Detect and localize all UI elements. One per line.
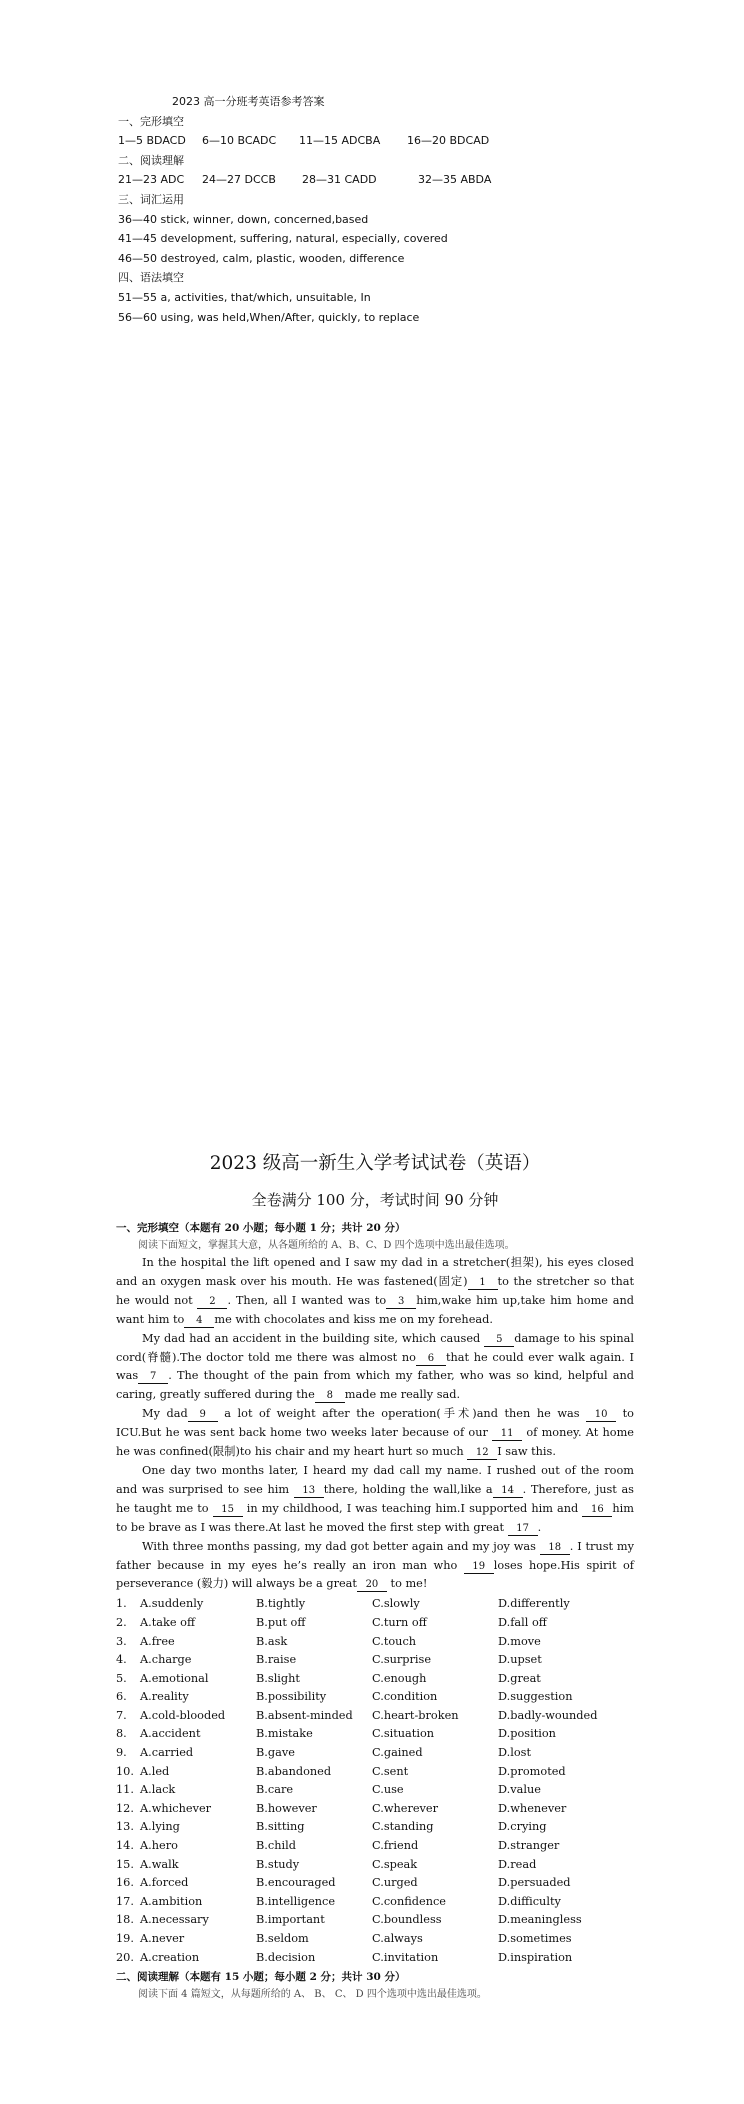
- blank-number: 2: [197, 1295, 227, 1309]
- blank-number: 14: [493, 1484, 523, 1498]
- option-choice: A.carried: [140, 1746, 194, 1760]
- answer-item: 36—40 stick, winner, down, concerned,based: [118, 212, 369, 226]
- option-choice: B.important: [256, 1913, 325, 1927]
- passage-text: to ICU.But he was sent back home two weeks later because of our: [116, 1407, 634, 1440]
- option-choice: A.never: [140, 1932, 185, 1945]
- option-choice: A.hero: [140, 1839, 178, 1853]
- question-number: 17.: [116, 1894, 134, 1908]
- option-choice: B.ask: [256, 1634, 288, 1648]
- options-list: [116, 1595, 634, 1967]
- blank-number: 4: [184, 1314, 214, 1328]
- question-number: 3.: [116, 1634, 127, 1648]
- passage-text: My dad: [142, 1407, 188, 1421]
- option-choice: A.led: [140, 1764, 170, 1778]
- option-row: [116, 1930, 634, 1949]
- option-row: [116, 1670, 634, 1689]
- blank-number: 7: [138, 1370, 168, 1384]
- option-choice: B.study: [256, 1857, 300, 1871]
- blank-number: 6: [416, 1352, 446, 1366]
- option-choice: B.intelligence: [256, 1894, 336, 1908]
- answer-item: 51—55 a, activities, that/which, unsuitable, In: [118, 290, 371, 304]
- answer-item: 56—60 using, was held,When/After, quickly, to replace: [118, 310, 420, 324]
- option-row: [116, 1595, 634, 1614]
- option-choice: C.turn off: [372, 1615, 427, 1629]
- option-choice: B.raise: [256, 1653, 297, 1667]
- blank-number: 16: [582, 1503, 612, 1517]
- section1-heading: 一、完形填空（本题有 20 小题；每小题 1 分；共计 20 分）: [116, 1222, 406, 1234]
- answer-item: 11—15 ADCBA: [299, 134, 381, 148]
- option-choice: A.whichever: [140, 1801, 212, 1815]
- option-row: [116, 1651, 634, 1670]
- option-row: [116, 1725, 634, 1744]
- option-choice: B.put off: [256, 1615, 306, 1629]
- answer-line: [118, 229, 678, 249]
- passage-text: in my childhood, I was teaching him.I supported him and: [242, 1501, 583, 1515]
- option-choice: B.tightly: [256, 1597, 306, 1611]
- option-choice: C.situation: [372, 1727, 435, 1741]
- answer-line: [118, 249, 678, 269]
- option-choice: D.whenever: [498, 1801, 567, 1815]
- passage-text: that he could ever walk again. I was: [116, 1350, 634, 1383]
- blank-number: 19: [464, 1560, 494, 1574]
- option-row: [116, 1874, 634, 1893]
- option-choice: D.value: [498, 1783, 541, 1797]
- option-choice: B.child: [256, 1839, 296, 1853]
- option-choice: B.seldom: [256, 1932, 309, 1945]
- option-choice: D.badly-wounded: [498, 1708, 598, 1722]
- passage-text: . Therefore, just as he taught me to: [116, 1482, 634, 1515]
- option-choice: B.abandoned: [256, 1764, 332, 1778]
- answer-section-heading: 三、词汇运用: [118, 192, 184, 206]
- passage-text: . Then, all I wanted was to: [227, 1293, 387, 1307]
- question-number: 16.: [116, 1876, 134, 1890]
- option-choice: C.touch: [372, 1634, 417, 1648]
- blank-number: 10: [586, 1408, 616, 1422]
- passage-text: . The thought of the pain from which my father, who was so kind, helpful and caring, greatly suffered during the: [116, 1369, 634, 1402]
- option-row: [116, 1856, 634, 1875]
- question-number: 12.: [116, 1801, 134, 1815]
- option-choice: A.walk: [140, 1857, 179, 1871]
- option-choice: D.position: [498, 1727, 556, 1741]
- blank-number: 11: [492, 1427, 522, 1441]
- option-choice: D.promoted: [498, 1764, 566, 1778]
- option-choice: B.mistake: [256, 1727, 313, 1741]
- blank-number: 1: [468, 1276, 498, 1290]
- option-choice: A.cold-blooded: [140, 1708, 226, 1722]
- option-choice: B.however: [256, 1801, 317, 1815]
- option-choice: A.necessary: [140, 1913, 209, 1927]
- option-row: [116, 1614, 634, 1633]
- option-choice: A.take off: [140, 1615, 195, 1629]
- exam-paper: [116, 1150, 634, 2003]
- passage-text: My dad had an accident in the building site, which caused: [142, 1331, 485, 1345]
- question-number: 8.: [116, 1727, 127, 1741]
- option-choice: A.lying: [140, 1820, 180, 1834]
- answer-section-heading: 二、阅读理解: [118, 153, 184, 167]
- answer-key-title: 2023 高一分班考英语参考答案: [172, 95, 325, 108]
- answer-item: 24—27 DCCB: [202, 173, 276, 187]
- option-choice: D.fall off: [498, 1615, 547, 1629]
- option-choice: A.forced: [140, 1876, 189, 1890]
- answer-section-heading: 一、完形填空: [118, 114, 184, 128]
- option-row: [116, 1949, 634, 1968]
- option-row: [116, 1837, 634, 1856]
- section2-note: 阅读下面 4 篇短文，从每题所给的 A、 B、 C、 D 四个选项中选出最佳选项。: [138, 1989, 487, 2001]
- option-choice: B.gave: [256, 1746, 295, 1760]
- answer-item: 1—5 BDACD: [118, 134, 186, 148]
- option-choice: B.possibility: [256, 1690, 327, 1704]
- option-choice: C.use: [372, 1783, 404, 1797]
- option-choice: D.persuaded: [498, 1876, 571, 1890]
- answer-item: 32—35 ABDA: [418, 173, 492, 187]
- option-choice: C.invitation: [372, 1950, 439, 1964]
- option-choice: D.difficulty: [498, 1894, 561, 1908]
- option-choice: C.gained: [372, 1746, 423, 1760]
- passage-text: One day two months later, I heard my dad call my name. I rushed out of the room and was surprised to see him: [116, 1463, 634, 1496]
- option-choice: C.friend: [372, 1839, 419, 1853]
- option-row: [116, 1763, 634, 1782]
- option-row: [116, 1633, 634, 1652]
- blank-number: 20: [357, 1578, 387, 1592]
- option-choice: C.speak: [372, 1857, 418, 1871]
- passage-text: to me!: [386, 1577, 428, 1591]
- question-number: 10.: [116, 1764, 134, 1778]
- passage-text: I saw this.: [497, 1445, 556, 1459]
- blank-number: 9: [188, 1408, 218, 1422]
- passage-text: me with chocolates and kiss me on my forehead.: [214, 1312, 493, 1326]
- passage-text: .: [537, 1520, 542, 1534]
- option-choice: B.decision: [256, 1950, 316, 1964]
- passage-text: there, holding the wall,like a: [323, 1482, 493, 1496]
- option-choice: B.care: [256, 1783, 294, 1797]
- option-choice: C.always: [372, 1932, 423, 1945]
- option-choice: A.ambition: [140, 1894, 203, 1908]
- answer-key: [118, 92, 678, 327]
- question-number: 20.: [116, 1950, 134, 1964]
- passage-paragraph: [116, 1538, 634, 1595]
- answer-item: 28—31 CADD: [302, 173, 377, 187]
- option-choice: A.creation: [140, 1950, 200, 1964]
- option-choice: D.move: [498, 1634, 541, 1648]
- passage-text: of money. At home he was confined(限制)to his chair and my heart hurt so much: [116, 1426, 634, 1459]
- option-row: [116, 1688, 634, 1707]
- option-choice: D.sometimes: [498, 1932, 572, 1945]
- question-number: 14.: [116, 1839, 134, 1853]
- option-row: [116, 1707, 634, 1726]
- question-number: 7.: [116, 1708, 127, 1722]
- blank-number: 5: [484, 1333, 514, 1347]
- answer-line: [118, 131, 678, 151]
- option-choice: A.emotional: [140, 1671, 209, 1685]
- option-choice: D.differently: [498, 1597, 570, 1611]
- question-number: 9.: [116, 1746, 127, 1760]
- blank-number: 8: [315, 1389, 345, 1403]
- answer-line: [118, 210, 678, 230]
- question-number: 1.: [116, 1597, 127, 1611]
- option-choice: A.charge: [140, 1653, 192, 1667]
- option-row: [116, 1800, 634, 1819]
- exam-title: 2023 级高一新生入学考试试卷（英语）: [209, 1153, 541, 1174]
- option-choice: B.absent-minded: [256, 1708, 353, 1722]
- option-choice: C.standing: [372, 1820, 434, 1834]
- section1-note: 阅读下面短文，掌握其大意，从各题所给的 A、B、C、D 四个选项中选出最佳选项。: [138, 1240, 515, 1251]
- option-row: [116, 1893, 634, 1912]
- option-choice: A.suddenly: [140, 1597, 204, 1611]
- option-choice: A.lack: [140, 1783, 176, 1797]
- question-number: 19.: [116, 1932, 134, 1945]
- option-choice: D.suggestion: [498, 1690, 573, 1704]
- question-number: 11.: [116, 1783, 134, 1797]
- option-choice: D.stranger: [498, 1839, 560, 1853]
- option-choice: B.sitting: [256, 1820, 305, 1834]
- passage-text: . I trust my father because in my eyes he’s really an iron man who: [116, 1539, 634, 1572]
- answer-line: [118, 288, 678, 308]
- blank-number: 12: [467, 1446, 497, 1460]
- option-choice: B.encouraged: [256, 1876, 336, 1890]
- passage-text: damage to his spinal cord(脊髓).The doctor told me there was almost no: [116, 1331, 634, 1364]
- passage-text: him to be brave as I was there.At last he moved the first step with great: [116, 1501, 634, 1534]
- option-choice: D.meaningless: [498, 1913, 582, 1927]
- blank-number: 3: [386, 1295, 416, 1309]
- question-number: 5.: [116, 1671, 127, 1685]
- option-choice: A.accident: [140, 1727, 201, 1741]
- option-choice: D.lost: [498, 1746, 531, 1760]
- passage-paragraph: [116, 1462, 634, 1538]
- option-row: [116, 1911, 634, 1930]
- option-choice: C.enough: [372, 1671, 427, 1685]
- option-choice: C.surprise: [372, 1653, 432, 1667]
- question-number: 4.: [116, 1653, 127, 1667]
- option-choice: D.upset: [498, 1653, 542, 1667]
- option-row: [116, 1781, 634, 1800]
- answer-item: 6—10 BCADC: [202, 134, 277, 148]
- blank-number: 13: [294, 1484, 324, 1498]
- option-choice: D.crying: [498, 1820, 547, 1834]
- passage-paragraph: [116, 1254, 634, 1330]
- blank-number: 17: [508, 1522, 538, 1536]
- option-choice: C.slowly: [372, 1597, 420, 1611]
- passage-text: With three months passing, my dad got better again and my joy was: [142, 1539, 540, 1553]
- passage-text: In the hospital the lift opened and I saw my dad in a stretcher(担架), his eyes closed and an oxygen mask over his mouth. He was fastened(固定): [116, 1256, 634, 1288]
- option-choice: C.heart-broken: [372, 1708, 459, 1722]
- passage-paragraph: [116, 1330, 634, 1406]
- option-row: [116, 1818, 634, 1837]
- option-choice: C.condition: [372, 1690, 438, 1704]
- answer-line: [118, 170, 678, 190]
- answer-item: 16—20 BDCAD: [407, 134, 490, 148]
- question-number: 15.: [116, 1857, 134, 1871]
- option-choice: C.wherever: [372, 1801, 439, 1815]
- option-choice: C.sent: [372, 1764, 409, 1778]
- option-choice: C.confidence: [372, 1894, 446, 1908]
- option-choice: C.boundless: [372, 1913, 442, 1927]
- option-choice: D.inspiration: [498, 1950, 573, 1964]
- passage-text: him,wake him up,take him home and want him to: [116, 1293, 634, 1326]
- blank-number: 18: [540, 1541, 570, 1555]
- question-number: 18.: [116, 1913, 134, 1927]
- answer-section-heading: 四、语法填空: [118, 271, 184, 285]
- question-number: 2.: [116, 1615, 127, 1629]
- passage-text: made me really sad.: [344, 1388, 461, 1402]
- option-choice: A.free: [140, 1634, 175, 1648]
- exam-subtitle: 全卷满分 100 分，考试时间 90 分钟: [251, 1191, 499, 1209]
- blank-number: 15: [213, 1503, 243, 1517]
- answer-item: 46—50 destroyed, calm, plastic, wooden, difference: [118, 251, 405, 265]
- answer-item: 41—45 development, suffering, natural, especially, covered: [118, 232, 448, 246]
- option-row: [116, 1744, 634, 1763]
- answer-line: [118, 308, 678, 328]
- section2-heading: 二、阅读理解（本题有 15 小题；每小题 2 分；共计 30 分）: [116, 1971, 406, 1984]
- question-number: 6.: [116, 1690, 127, 1704]
- passage-text: loses hope.His spirit of perseverance (毅力) will always be a great: [116, 1558, 634, 1591]
- answer-item: 21—23 ADC: [118, 173, 185, 187]
- passage-text: a lot of weight after the operation(手术)and then he was: [217, 1407, 587, 1421]
- passage-text: to the stretcher so that he would not: [116, 1274, 634, 1307]
- option-choice: B.slight: [256, 1671, 300, 1685]
- cloze-passage: [116, 1254, 634, 1594]
- option-choice: D.great: [498, 1671, 541, 1685]
- option-choice: A.reality: [140, 1690, 189, 1704]
- question-number: 13.: [116, 1820, 134, 1834]
- passage-paragraph: [116, 1405, 634, 1462]
- option-choice: C.urged: [372, 1876, 418, 1890]
- option-choice: D.read: [498, 1857, 537, 1871]
